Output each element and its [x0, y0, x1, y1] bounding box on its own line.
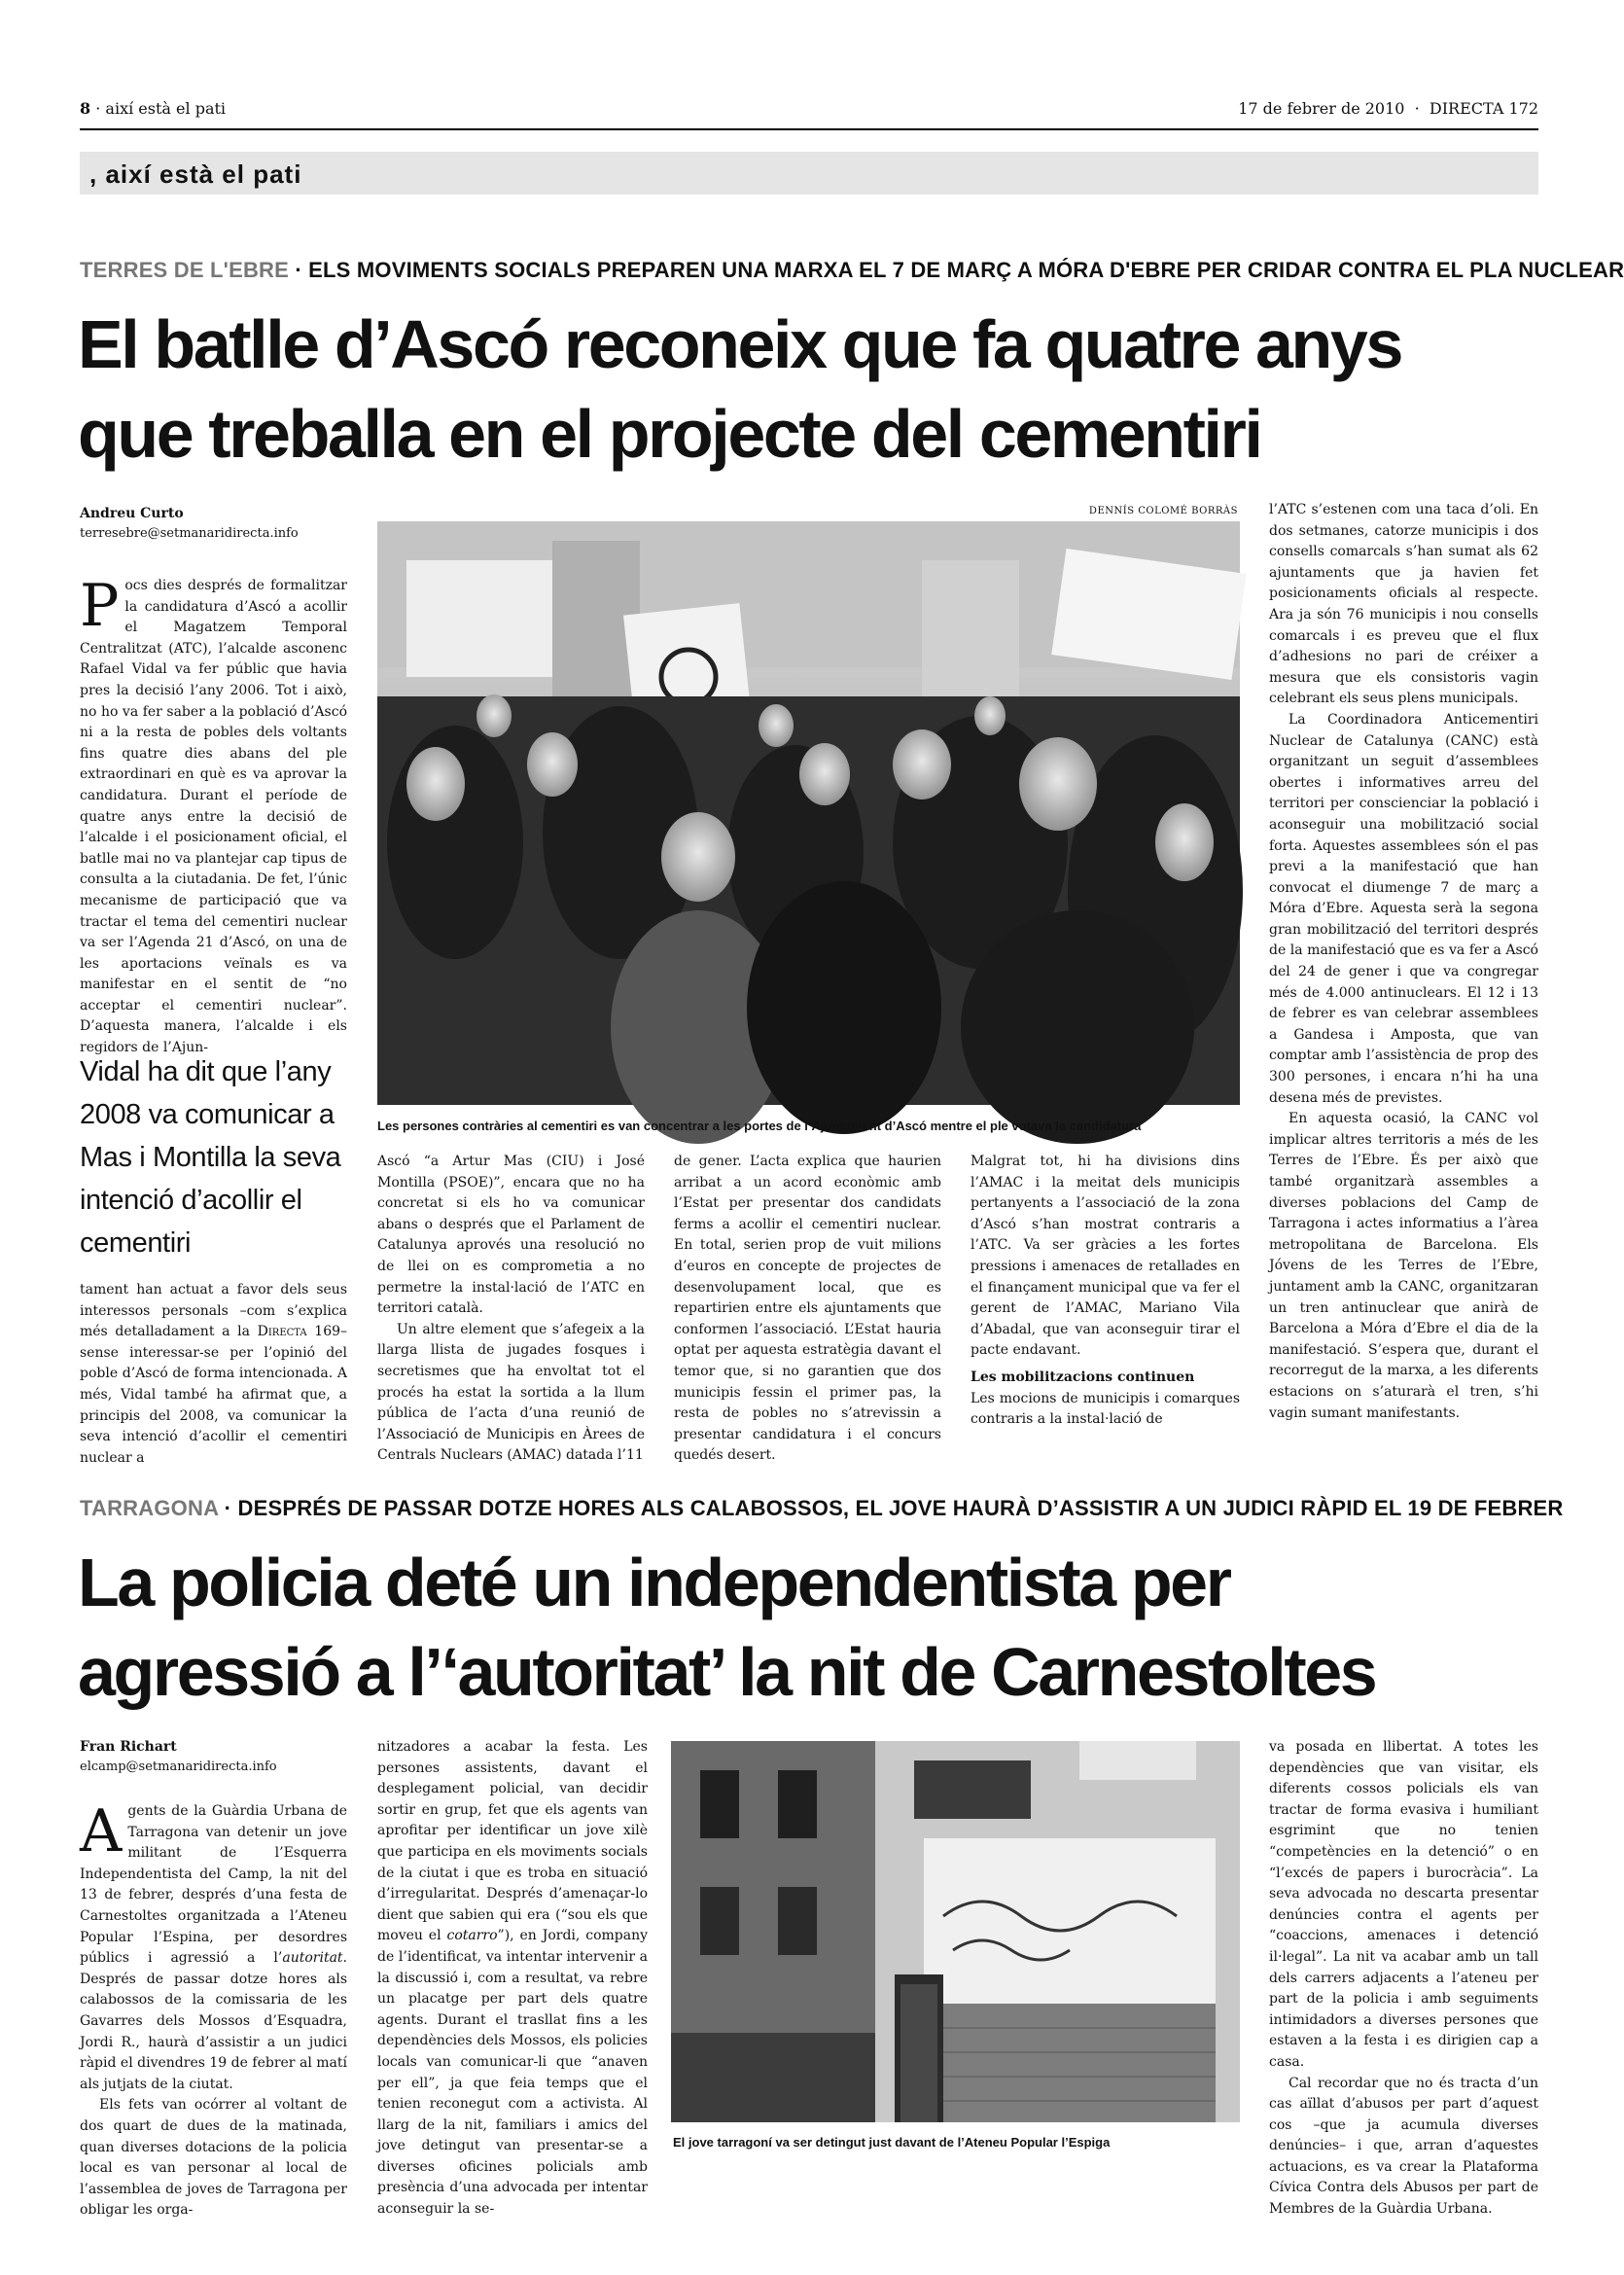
- article1-col4-p2: Les mocions de municipis i comarques contraris a la instal·lació de: [971, 1390, 1240, 1428]
- article1-directa-ref: Directa: [257, 1324, 307, 1340]
- section-band: [80, 152, 1538, 195]
- article1-column-5: [1269, 500, 1538, 1469]
- article1-headline: [78, 300, 1401, 479]
- article1-col1b-text-a: tament han actuat a favor dels seus interessos personals –com s’explica més detalladament a la: [80, 1282, 347, 1340]
- article1-kicker: TERRES DE L'EBRE · ELS MOVIMENTS SOCIALS PREPAREN UNA MARXA EL 7 DE MARÇ A MÓRA D'EBRE PER CRIDAR CONTRA EL PLA NUCLEAR: [80, 258, 1624, 282]
- article1-col5-p1: l’ATC s’estenen com una taca d’oli. En dos setmanes, catorze municipis i dos consells comarcals s’han sumat als 62 ajuntaments que ja havien fet posicionaments oficials al respecte. Ara ja són 76 municipis i nou consells comarcals i es preveu que el flux d’adhesions no pari de créixer a mesura que els consistoris vagin celebrant els seus plens municipals.: [1269, 502, 1538, 707]
- article1-kicker-text: ELS MOVIMENTS SOCIALS PREPAREN UNA MARXA EL 7 DE MARÇ A MÓRA D'EBRE PER CRIDAR CONTRA EL PLA NUCLEAR: [308, 258, 1624, 282]
- article2-kicker: TARRAGONA · DESPRÉS DE PASSAR DOTZE HORES ALS CALABOSSOS, EL JOVE HAURÀ D’ASSISTIR A UN JUDICI RÀPID EL 19 DE FEBRER: [80, 1496, 1564, 1520]
- ateneu-facade-image: [671, 1741, 1240, 2122]
- folio-right: 17 de febrer de 2010 · DIRECTA 172: [1238, 99, 1538, 118]
- article2-column-3: [1269, 1737, 1538, 2218]
- publication-name: DIRECTA 172: [1429, 99, 1538, 118]
- article1-headline-line2: que treballa en el projecte del cementiri: [78, 396, 1261, 472]
- issue-date: 17 de febrer de 2010: [1238, 99, 1405, 118]
- article1-byline: [80, 504, 352, 544]
- article2-kicker-text: DESPRÉS DE PASSAR DOTZE HORES ALS CALABOSSOS, EL JOVE HAURÀ D’ASSISTIR A UN JUDICI RÀPID EL 19 DE FEBRER: [237, 1496, 1564, 1520]
- article2-headline: [78, 1538, 1375, 1717]
- article1-caption: Les persones contràries al cementiri es van concentrar a les portes de l’Ajuntament d’Ascó mentre el ple votava la candidatura: [377, 1119, 1142, 1133]
- page-number: 8: [80, 99, 91, 118]
- article2-byline: [80, 1737, 352, 1777]
- article1-author-email: terresebre@setmanaridirecta.info: [80, 526, 299, 541]
- article1-photo-credit: DENNÍS COLOMÉ BORRÀS: [1088, 506, 1238, 516]
- article2-headline-line2: agressió a l’‘autoritat’ la nit de Carnestoltes: [78, 1634, 1376, 1710]
- article1-region: TERRES DE L'EBRE: [80, 258, 290, 282]
- article2-column-1: [80, 1797, 347, 2219]
- article1-col1-text: ocs dies després de formalitzar la candidatura d’Ascó a acollir el Magatzem Temporal Centralitzat (ATC), l’alcalde asconenc Rafael Vidal va fer públic que havia pres la decisió l’any 2006. Tot i això, no ho va fer saber a la població d’Ascó ni a la resta de pobles dels voltants fins quatre dies abans del ple extraordinari en què es va aprovar la candidatura. Durant el període de quatre anys entre la decisió de l’alcalde i el posicionament oficial, el batlle mai no va plantejar cap tipus de consulta a la ciutadania. De fet, l’únic mecanisme de participació que va tractar el tema del cementiri nuclear va ser l’Agenda 21 d’Ascó, on una de les aportacions veïnals es va manifestar en el sentit de “no acceptar el cementiri nuclear”. D’aquesta manera, l’alcalde i els regidors de l’Ajun-: [80, 578, 347, 1056]
- article1-column-3: [674, 1152, 941, 1467]
- article2-col1-p2: Els fets van ocórrer al voltant de dos quart de dues de la matinada, quan diverses dotacions de la policia local es van personar al local de l’assemblea de joves de Tarragona per obligar les orga-: [80, 2097, 347, 2219]
- article1-col2-p1: Ascó “a Artur Mas (CIU) i José Montilla (PSOE)”, encara que no ha concretat si els ho va comunicar abans o després que el Parlament de Catalunya aprovés una resolució no de llei on es comprometia a no permetre la instal·lació de l’ATC en territori català.: [377, 1154, 645, 1317]
- article2-col3-p2: Cal recordar que no és tracta d’un cas aïllat d’abusos per part d’aquest cos –que ja acumula diverses denúncies– i que, arran d’aquestes actuacions, es va crear la Plataforma Cívica Contra dels Abusos per part de Membres de la Guàrdia Urbana.: [1269, 2075, 1538, 2218]
- article1-column-1a: [80, 572, 347, 1056]
- article1-col5-p2: La Coordinadora Anticementiri Nuclear de Catalunya (CANC) està organitzant un seguit d’assemblees obertes i informatives arreu del territori per conscienciar la població i aconseguir una mobilització social forta. Aquestes assemblees són el pas previ a la manifestació que han convocat el diumenge 7 de març a Móra d’Ebre. Aquesta serà la segona gran mobilització del territori després de la manifestació que es va fer a Ascó del 24 de gener i que va congregar més de 4.000 antinuclears. El 12 i 13 de febrer es van celebrar assemblees a Gandesa i Amposta, que van comptar amb l’assistència de prop des 300 persones, i encara n’hi ha una desena més de previstes.: [1269, 711, 1538, 1106]
- article2-col2-text-b: ”), en Jordi, company de l’identificat, va intentar intervenir a la discussió i, com a resultat, va rebre un placatge per part dels quatre agents. Durant el trasllat fins a les dependències dels Mossos, els policies locals van comunicar-li que “anaven per ell”, ja que feia temps que el tenien reconegut com a activista. Al llarg de la nit, familiars i amics del jove detingut van presentar-se a diverses oficines policials amb presència d’una advocada per intentar aconseguir la se-: [377, 1928, 649, 2218]
- article2-col3-p1: va posada en llibertat. A totes les dependències que van visitar, els diferents cossos policials els van tractar de forma evasiva i humiliant esgrimint que no tenien “competències en la detenció” o en “l’excés de papers i burocràcia”. La seva advocada no descarta presentar denúncies contra el agents per “coaccions, amenaces i detenció il·legal”. La nit va acabar amb un tall dels carrers adjacents a l’ateneu per part de la policia i amb seguiments intimidadors a diverses persones que estaven a la festa i es dirigien cap a casa.: [1269, 1739, 1538, 2070]
- article2-col2-text-a: nitzadores a acabar la festa. Les persones assistents, davant el desplegament policial, van decidir sortir en grup, fet que els agents van aprofitar per identificar un jove xilè que participa en els moviments socials de la ciutat i que es troba en situació d’irregularitat. Després d’amenaçar-lo dient que sabien qui era (“sou els que moveu el: [377, 1739, 648, 1944]
- article1-dropcap: P: [80, 572, 120, 640]
- article1-col5-p3: En aquesta ocasió, la CANC vol implicar altres territoris a més de les Terres de l’Ebre. És per això que també organitzarà assembles a diverses poblacions del Camp de Tarragona i actes informatius a l’àrea metropolitana de Barcelona. Els Jóvens de les Terres de l’Ebre, juntament amb la CANC, organitzaran un tren antinuclear que anirà de Barcelona a Móra d’Ebre el dia de la manifestació. S’espera que, durant el recorregut de la marxa, a les diferents estacions on s’aturarà el tren, s’hi vagin sumant manifestants.: [1269, 1111, 1538, 1421]
- article1-photo: [377, 521, 1240, 1105]
- article1-col1b-text-b: 169– sense interessar-se per l’opinió del poble d’Ascó de forma intencionada. A més, Vidal també ha afirmat que, a principis del 2008, va comunicar la seva intenció d’acollir el cementiri nuclear a: [80, 1324, 348, 1466]
- article2-dropcap: A: [80, 1797, 123, 1866]
- article1-pullquote: Vidal ha dit que l’any 2008 va comunicar a Mas i Montilla la seva intenció d’acollir el cementiri: [80, 1056, 341, 1259]
- article1-column-1b: [80, 1280, 347, 1471]
- page-folio: [80, 99, 1538, 124]
- article1-column-4: [971, 1152, 1240, 1467]
- article1-author: Andreu Curto: [80, 506, 184, 521]
- article1-col4-p1: Malgrat tot, hi ha divisions dins l’AMAC i la meitat dels municipis pertanyents a l’associació de la zona d’Ascó s’han mostrat contraris a l’ATC. Va ser gràcies a les fortes pressions i amenaces de retallades en el finançament municipal que va fer el gerent de l’AMAC, Mariano Vila d’Abadal, que van aconseguir tirar el pacte endavant.: [971, 1154, 1240, 1359]
- folio-left: 8 · així està el pati: [80, 99, 227, 118]
- article2-author-email: elcamp@setmanaridirecta.info: [80, 1760, 277, 1774]
- article2-col2-emphasis: cotarro: [446, 1928, 498, 1944]
- article1-col2-p2: Un altre element que s’afegeix a la llarga llista de jugades fosques i secretismes que ha envoltat tot el procés ha estat la sortida a la llum pública de l’acta d’una reunió de l’Associació de Municipis en Àrees de Centrals Nuclears (AMAC) datada l’11: [377, 1321, 645, 1464]
- section-band-title: , així està el pati: [89, 160, 302, 189]
- article2-photo: [671, 1741, 1240, 2122]
- article2-col1-text-a: gents de la Guàrdia Urbana de Tarragona van detenir un jove militant de l’Esquerra Independentista del Camp, la nit del 13 de febrer, després d’una festa de Carnestoltes organitzada a l’Ateneu Popular l’Espina, per desordres públics i agressió a l’: [80, 1803, 347, 1967]
- article2-caption: El jove tarragoní va ser detingut just davant de l’Ateneu Popular l’Espiga: [673, 2135, 1111, 2150]
- article1-col3-p1: de gener. L’acta explica que haurien arribat a un acord econòmic amb l’Estat per presentar dos candidats ferms a acollir el cementiri nuclear. En total, serien prop de vuit milions d’euros en concepte de projectes de desenvolupament local, que es repartirien entre els ajuntaments que conformen l’associació. L’Estat hauria optat per aquesta estratègia davant el temor que, si no garantien que dos municipis fessin el primer pas, la resta de pobles no s’atrevissin a presentar candidatura i el concurs quedés desert.: [674, 1154, 941, 1464]
- article2-headline-line1: La policia deté un independentista per: [78, 1545, 1230, 1620]
- article1-column-2: [377, 1152, 645, 1467]
- article2-col1-emphasis: autoritat: [282, 1950, 343, 1967]
- article1-headline-line1: El batlle d’Ascó reconeix que fa quatre anys: [78, 306, 1401, 382]
- top-rule: [80, 128, 1538, 130]
- article1-subhead: Les mobilitzacions continuen: [971, 1369, 1195, 1385]
- article2-author: Fran Richart: [80, 1739, 177, 1755]
- article2-col1-text-b: . Després de passar dotze hores als calabossos de la comissaria de les Gavarres dels Mossos d’Esquadra, Jordi R., haurà d’assistir a un judici ràpid el divendres 19 de febrer al matí als jutjats de la ciutat.: [80, 1950, 347, 2092]
- article2-column-2: [377, 1737, 649, 2218]
- protest-crowd-image: [377, 521, 1240, 1105]
- article2-region: TARRAGONA: [80, 1496, 219, 1520]
- section-name: així està el pati: [105, 99, 227, 118]
